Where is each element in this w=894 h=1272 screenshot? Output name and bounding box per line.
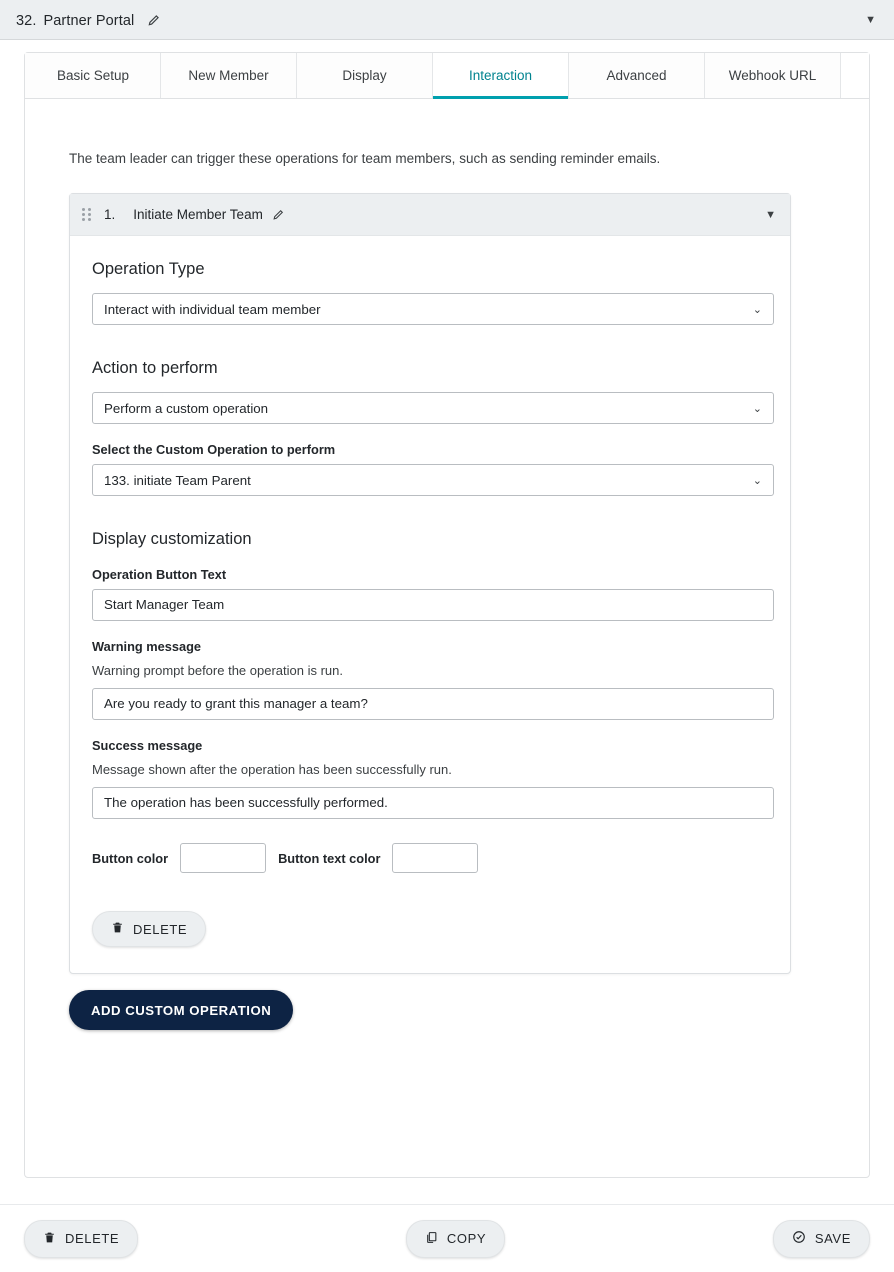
page-title-text: Partner Portal bbox=[43, 12, 135, 29]
operation-type-value: Interact with individual team member bbox=[104, 301, 321, 317]
trash-icon bbox=[43, 1231, 56, 1247]
operation-card-body bbox=[70, 236, 790, 973]
tab-new-member[interactable] bbox=[161, 53, 297, 98]
button-text-color-label: Button text color bbox=[278, 850, 381, 866]
chevron-down-icon: ⌄ bbox=[752, 402, 762, 415]
check-circle-icon bbox=[792, 1230, 806, 1247]
tab-label: New Member bbox=[188, 68, 269, 83]
tab-label: Interaction bbox=[468, 68, 533, 83]
footer-bar bbox=[0, 1204, 894, 1272]
success-message-helper: Message shown after the operation has been successfully run. bbox=[92, 762, 452, 777]
page-title-number: 32. bbox=[16, 12, 37, 29]
footer-save-label: SAVE bbox=[814, 1231, 851, 1246]
warning-message-helper: Warning prompt before the operation is run. bbox=[92, 663, 343, 678]
footer-copy-button[interactable] bbox=[406, 1220, 505, 1258]
caret-down-icon[interactable]: ▼ bbox=[765, 208, 776, 221]
chevron-down-icon: ⌄ bbox=[752, 474, 762, 487]
caret-down-icon[interactable]: ▼ bbox=[865, 13, 876, 26]
window-header bbox=[0, 0, 894, 40]
footer-copy-label: COPY bbox=[446, 1231, 487, 1246]
display-customization-heading: Display customization bbox=[92, 530, 252, 548]
action-select[interactable] bbox=[92, 392, 774, 424]
footer-delete-button[interactable] bbox=[24, 1220, 138, 1258]
pencil-icon[interactable] bbox=[272, 208, 285, 226]
trash-icon bbox=[111, 921, 124, 937]
custom-operation-label: Select the Custom Operation to perform bbox=[92, 442, 336, 457]
tab-label: Advanced bbox=[606, 68, 667, 83]
chevron-down-icon: ⌄ bbox=[752, 303, 762, 316]
copy-icon bbox=[425, 1231, 438, 1247]
custom-operation-value: 133. initiate Team Parent bbox=[104, 472, 251, 488]
operation-delete-wrap bbox=[92, 911, 768, 947]
operation-delete-button[interactable] bbox=[92, 911, 206, 947]
button-text-label: Operation Button Text bbox=[92, 567, 227, 582]
warning-message-input[interactable]: Are you ready to grant this manager a team? bbox=[92, 688, 774, 720]
add-custom-operation-label: ADD CUSTOM OPERATION bbox=[91, 1002, 272, 1018]
tab-bar bbox=[25, 53, 869, 99]
action-value: Perform a custom operation bbox=[104, 400, 269, 416]
tab-label: Display bbox=[342, 68, 387, 83]
custom-operation-select[interactable] bbox=[92, 464, 774, 496]
intro-text: The team leader can trigger these operations for team members, such as sending reminder emails. bbox=[69, 151, 661, 166]
operation-type-select[interactable] bbox=[92, 293, 774, 325]
tab-label: Basic Setup bbox=[56, 68, 130, 83]
success-message-label: Success message bbox=[92, 738, 203, 753]
button-color-label: Button color bbox=[92, 850, 169, 866]
tab-advanced[interactable] bbox=[569, 53, 705, 98]
page-title bbox=[16, 11, 161, 29]
drag-handle-icon[interactable] bbox=[82, 208, 92, 222]
color-settings-row bbox=[92, 843, 768, 873]
tab-webhook-url[interactable] bbox=[705, 53, 841, 98]
warning-message-label: Warning message bbox=[92, 639, 202, 654]
operation-card bbox=[69, 193, 791, 974]
operation-card-header[interactable] bbox=[70, 194, 790, 236]
operation-type-heading: Operation Type bbox=[92, 260, 205, 278]
button-text-color-swatch[interactable] bbox=[392, 843, 478, 873]
tab-display[interactable] bbox=[297, 53, 433, 98]
tab-interaction[interactable] bbox=[433, 53, 569, 98]
button-text-input[interactable]: Start Manager Team bbox=[92, 589, 774, 621]
operation-delete-label: DELETE bbox=[133, 921, 188, 937]
operation-title: Initiate Member Team bbox=[133, 207, 263, 222]
tab-label: Webhook URL bbox=[728, 68, 817, 83]
footer-save-button[interactable] bbox=[773, 1220, 870, 1258]
pencil-icon[interactable] bbox=[147, 13, 161, 31]
button-color-swatch[interactable] bbox=[180, 843, 266, 873]
success-message-input[interactable]: The operation has been successfully performed. bbox=[92, 787, 774, 819]
operation-index: 1. bbox=[104, 207, 116, 222]
tab-basic-setup[interactable] bbox=[25, 53, 161, 98]
footer-delete-label: DELETE bbox=[65, 1231, 120, 1246]
content-frame bbox=[24, 52, 870, 1178]
action-heading: Action to perform bbox=[92, 359, 218, 377]
add-custom-operation-button[interactable] bbox=[69, 990, 293, 1030]
